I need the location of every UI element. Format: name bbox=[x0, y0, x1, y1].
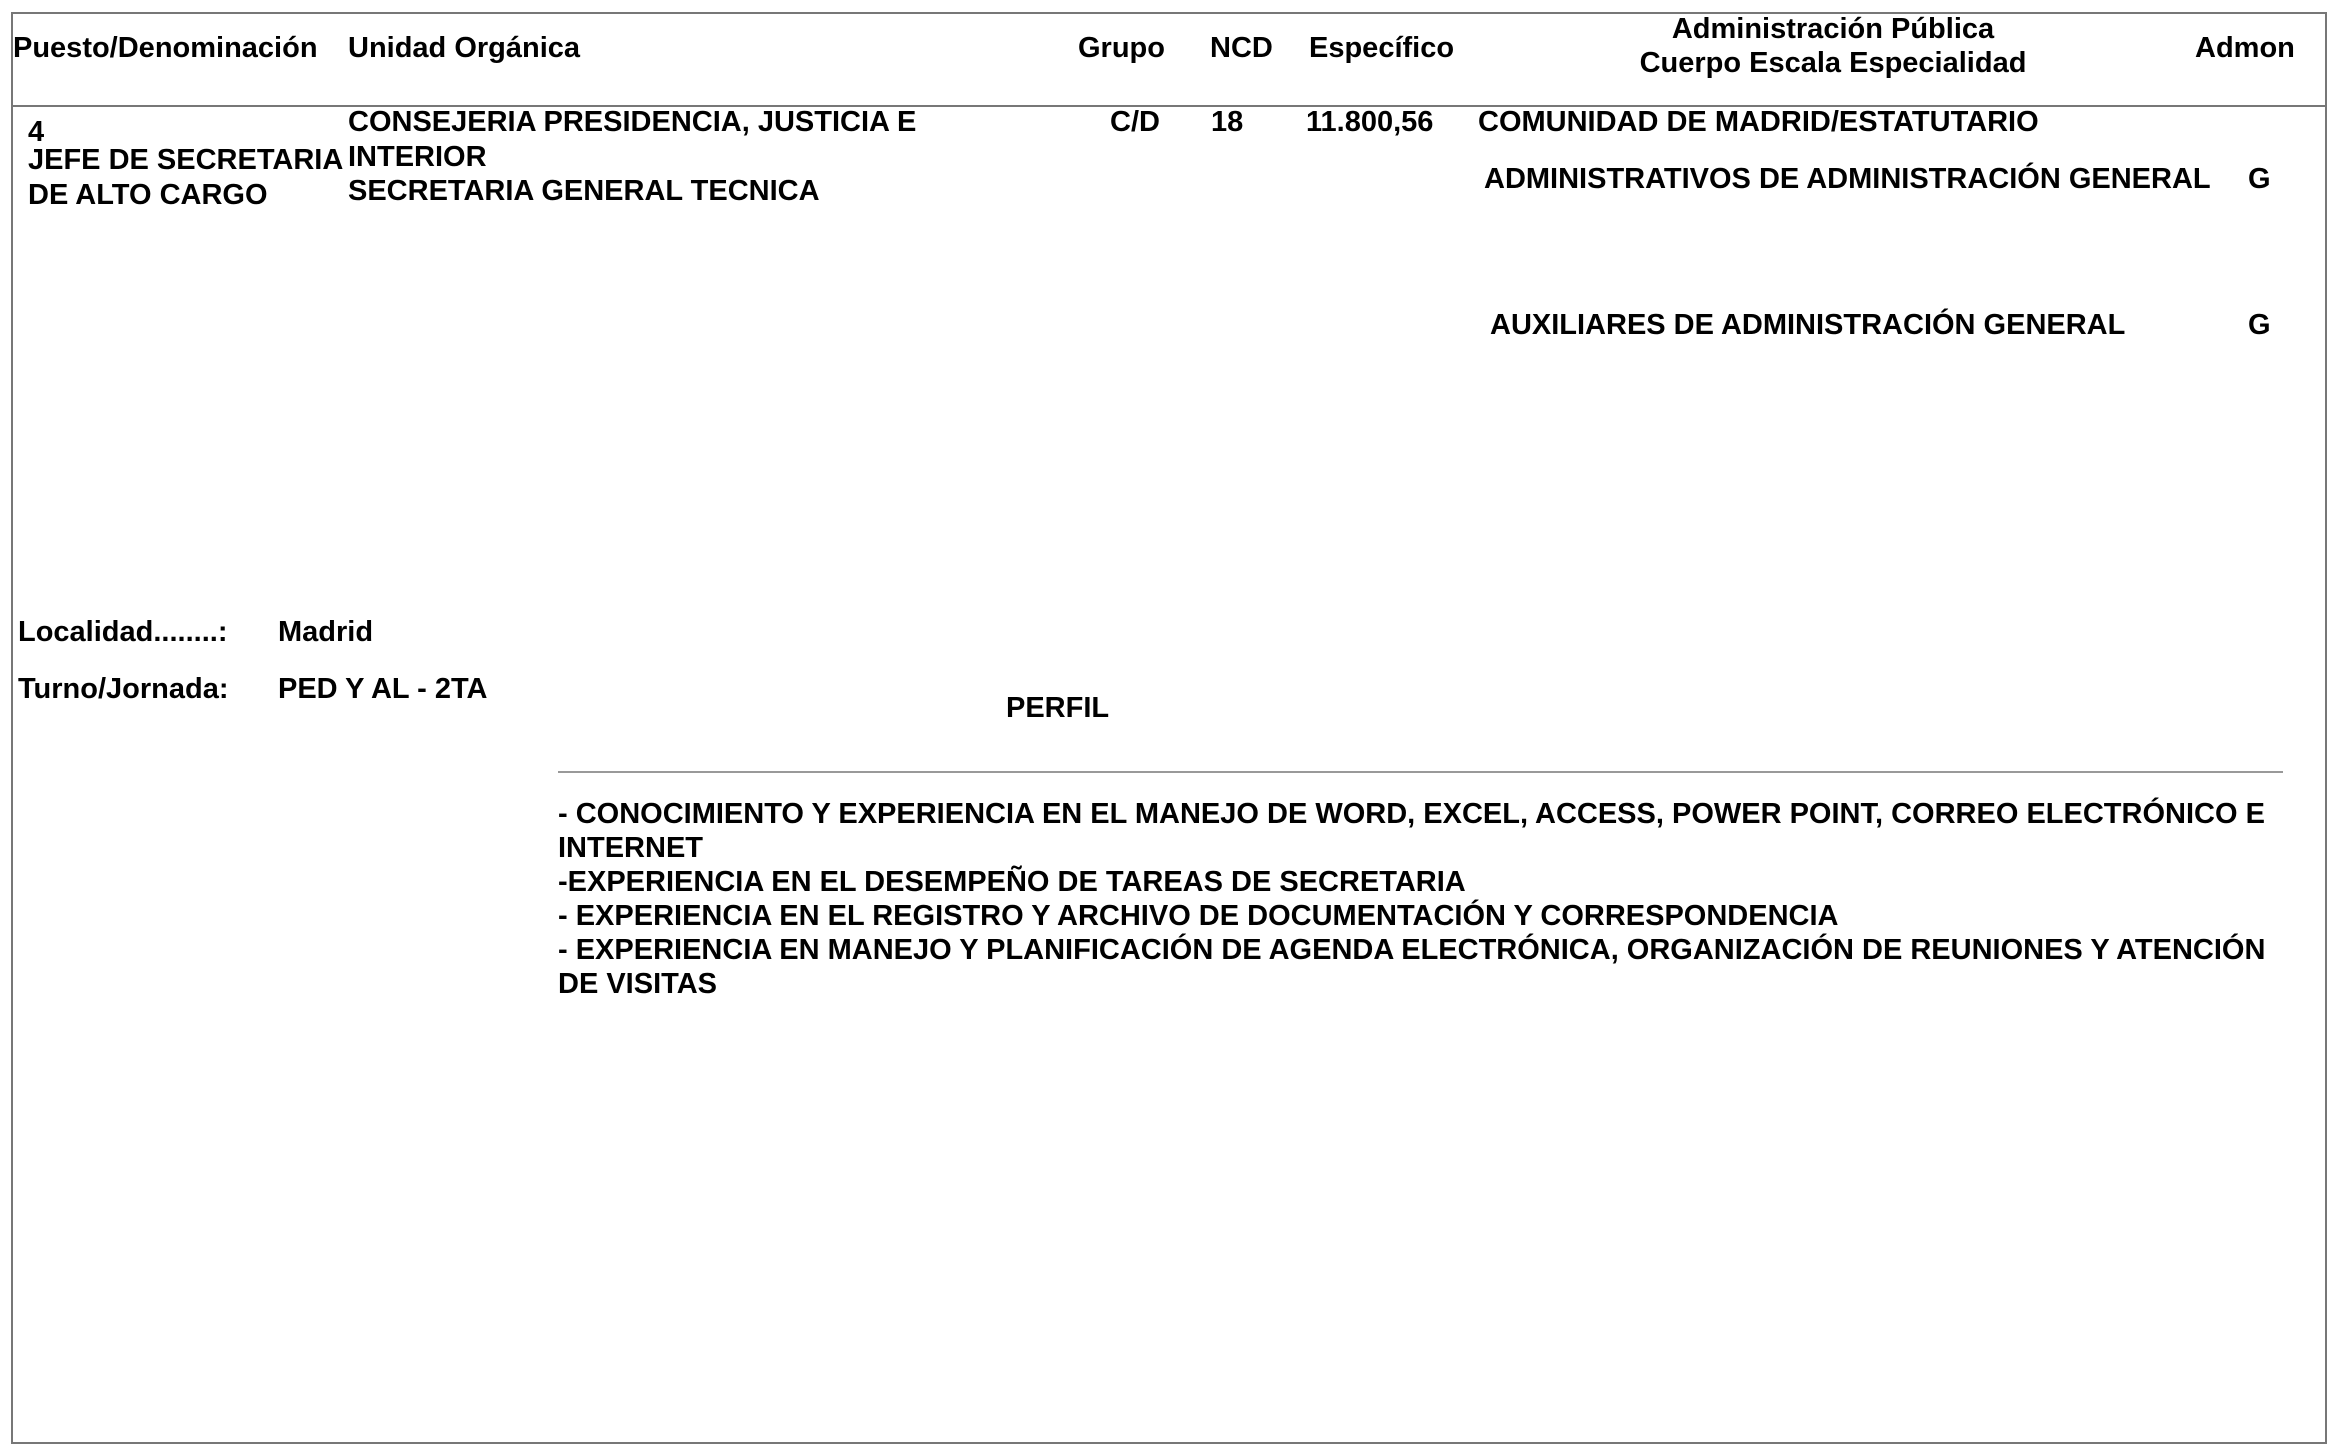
record-denominacion-line2: DE ALTO CARGO bbox=[28, 179, 268, 211]
record-especifico: 11.800,56 bbox=[1306, 106, 1434, 138]
document-frame bbox=[11, 12, 2327, 1444]
header-admin-publica: Administración Pública bbox=[1671, 13, 1995, 45]
perfil-line: INTERNET bbox=[558, 832, 703, 864]
perfil-line: DE VISITAS bbox=[558, 968, 717, 1000]
record-unidad-line1: CONSEJERIA PRESIDENCIA, JUSTICIA E bbox=[348, 106, 917, 138]
perfil-line: - EXPERIENCIA EN MANEJO Y PLANIFICACIÓN DE AGENDA ELECTRÓNICA, ORGANIZACIÓN DE REUNIONES Y ATENCIÓN bbox=[558, 934, 2266, 966]
record-cuerpo-2-admon: G bbox=[2248, 309, 2271, 341]
perfil-text bbox=[558, 797, 2283, 1001]
header-grupo: Grupo bbox=[1078, 32, 1165, 64]
record-number: 4 bbox=[28, 116, 45, 148]
record-cuerpo-1-admon: G bbox=[2248, 163, 2271, 195]
record-unidad-line3: SECRETARIA GENERAL TECNICA bbox=[348, 175, 820, 207]
record-ncd: 18 bbox=[1211, 106, 1244, 138]
localidad-value: Madrid bbox=[278, 616, 374, 648]
header-puesto: Puesto/Denominación bbox=[13, 32, 318, 64]
record-unidad-line2: INTERIOR bbox=[348, 141, 487, 173]
record-administracion: COMUNIDAD DE MADRID/ESTATUTARIO bbox=[1478, 106, 2039, 138]
turno-value: PED Y AL - 2TA bbox=[278, 673, 488, 705]
header-cuerpo-escala: Cuerpo Escala Especialidad bbox=[1639, 47, 2027, 79]
perfil-line: -EXPERIENCIA EN EL DESEMPEÑO DE TAREAS DE SECRETARIA bbox=[558, 866, 1466, 898]
record-denominacion-line1: JEFE DE SECRETARIA bbox=[28, 144, 344, 176]
record-cuerpo-1: ADMINISTRATIVOS DE ADMINISTRACIÓN GENERAL bbox=[1484, 163, 2211, 195]
perfil-line: - CONOCIMIENTO Y EXPERIENCIA EN EL MANEJO DE WORD, EXCEL, ACCESS, POWER POINT, CORREO ELECTRÓNICO E bbox=[558, 798, 2265, 830]
turno-label: Turno/Jornada: bbox=[18, 673, 229, 705]
header-unidad: Unidad Orgánica bbox=[348, 32, 581, 64]
header-admon: Admon bbox=[2195, 32, 2295, 64]
perfil-divider bbox=[558, 771, 2283, 773]
record-grupo: C/D bbox=[1110, 106, 1160, 138]
perfil-title: PERFIL bbox=[1006, 692, 1110, 724]
perfil-line: - EXPERIENCIA EN EL REGISTRO Y ARCHIVO DE DOCUMENTACIÓN Y CORRESPONDENCIA bbox=[558, 900, 1839, 932]
header-ncd: NCD bbox=[1210, 32, 1273, 64]
localidad-label: Localidad........: bbox=[18, 616, 228, 648]
header-especifico: Específico bbox=[1309, 32, 1455, 64]
record-cuerpo-2: AUXILIARES DE ADMINISTRACIÓN GENERAL bbox=[1490, 309, 2126, 341]
